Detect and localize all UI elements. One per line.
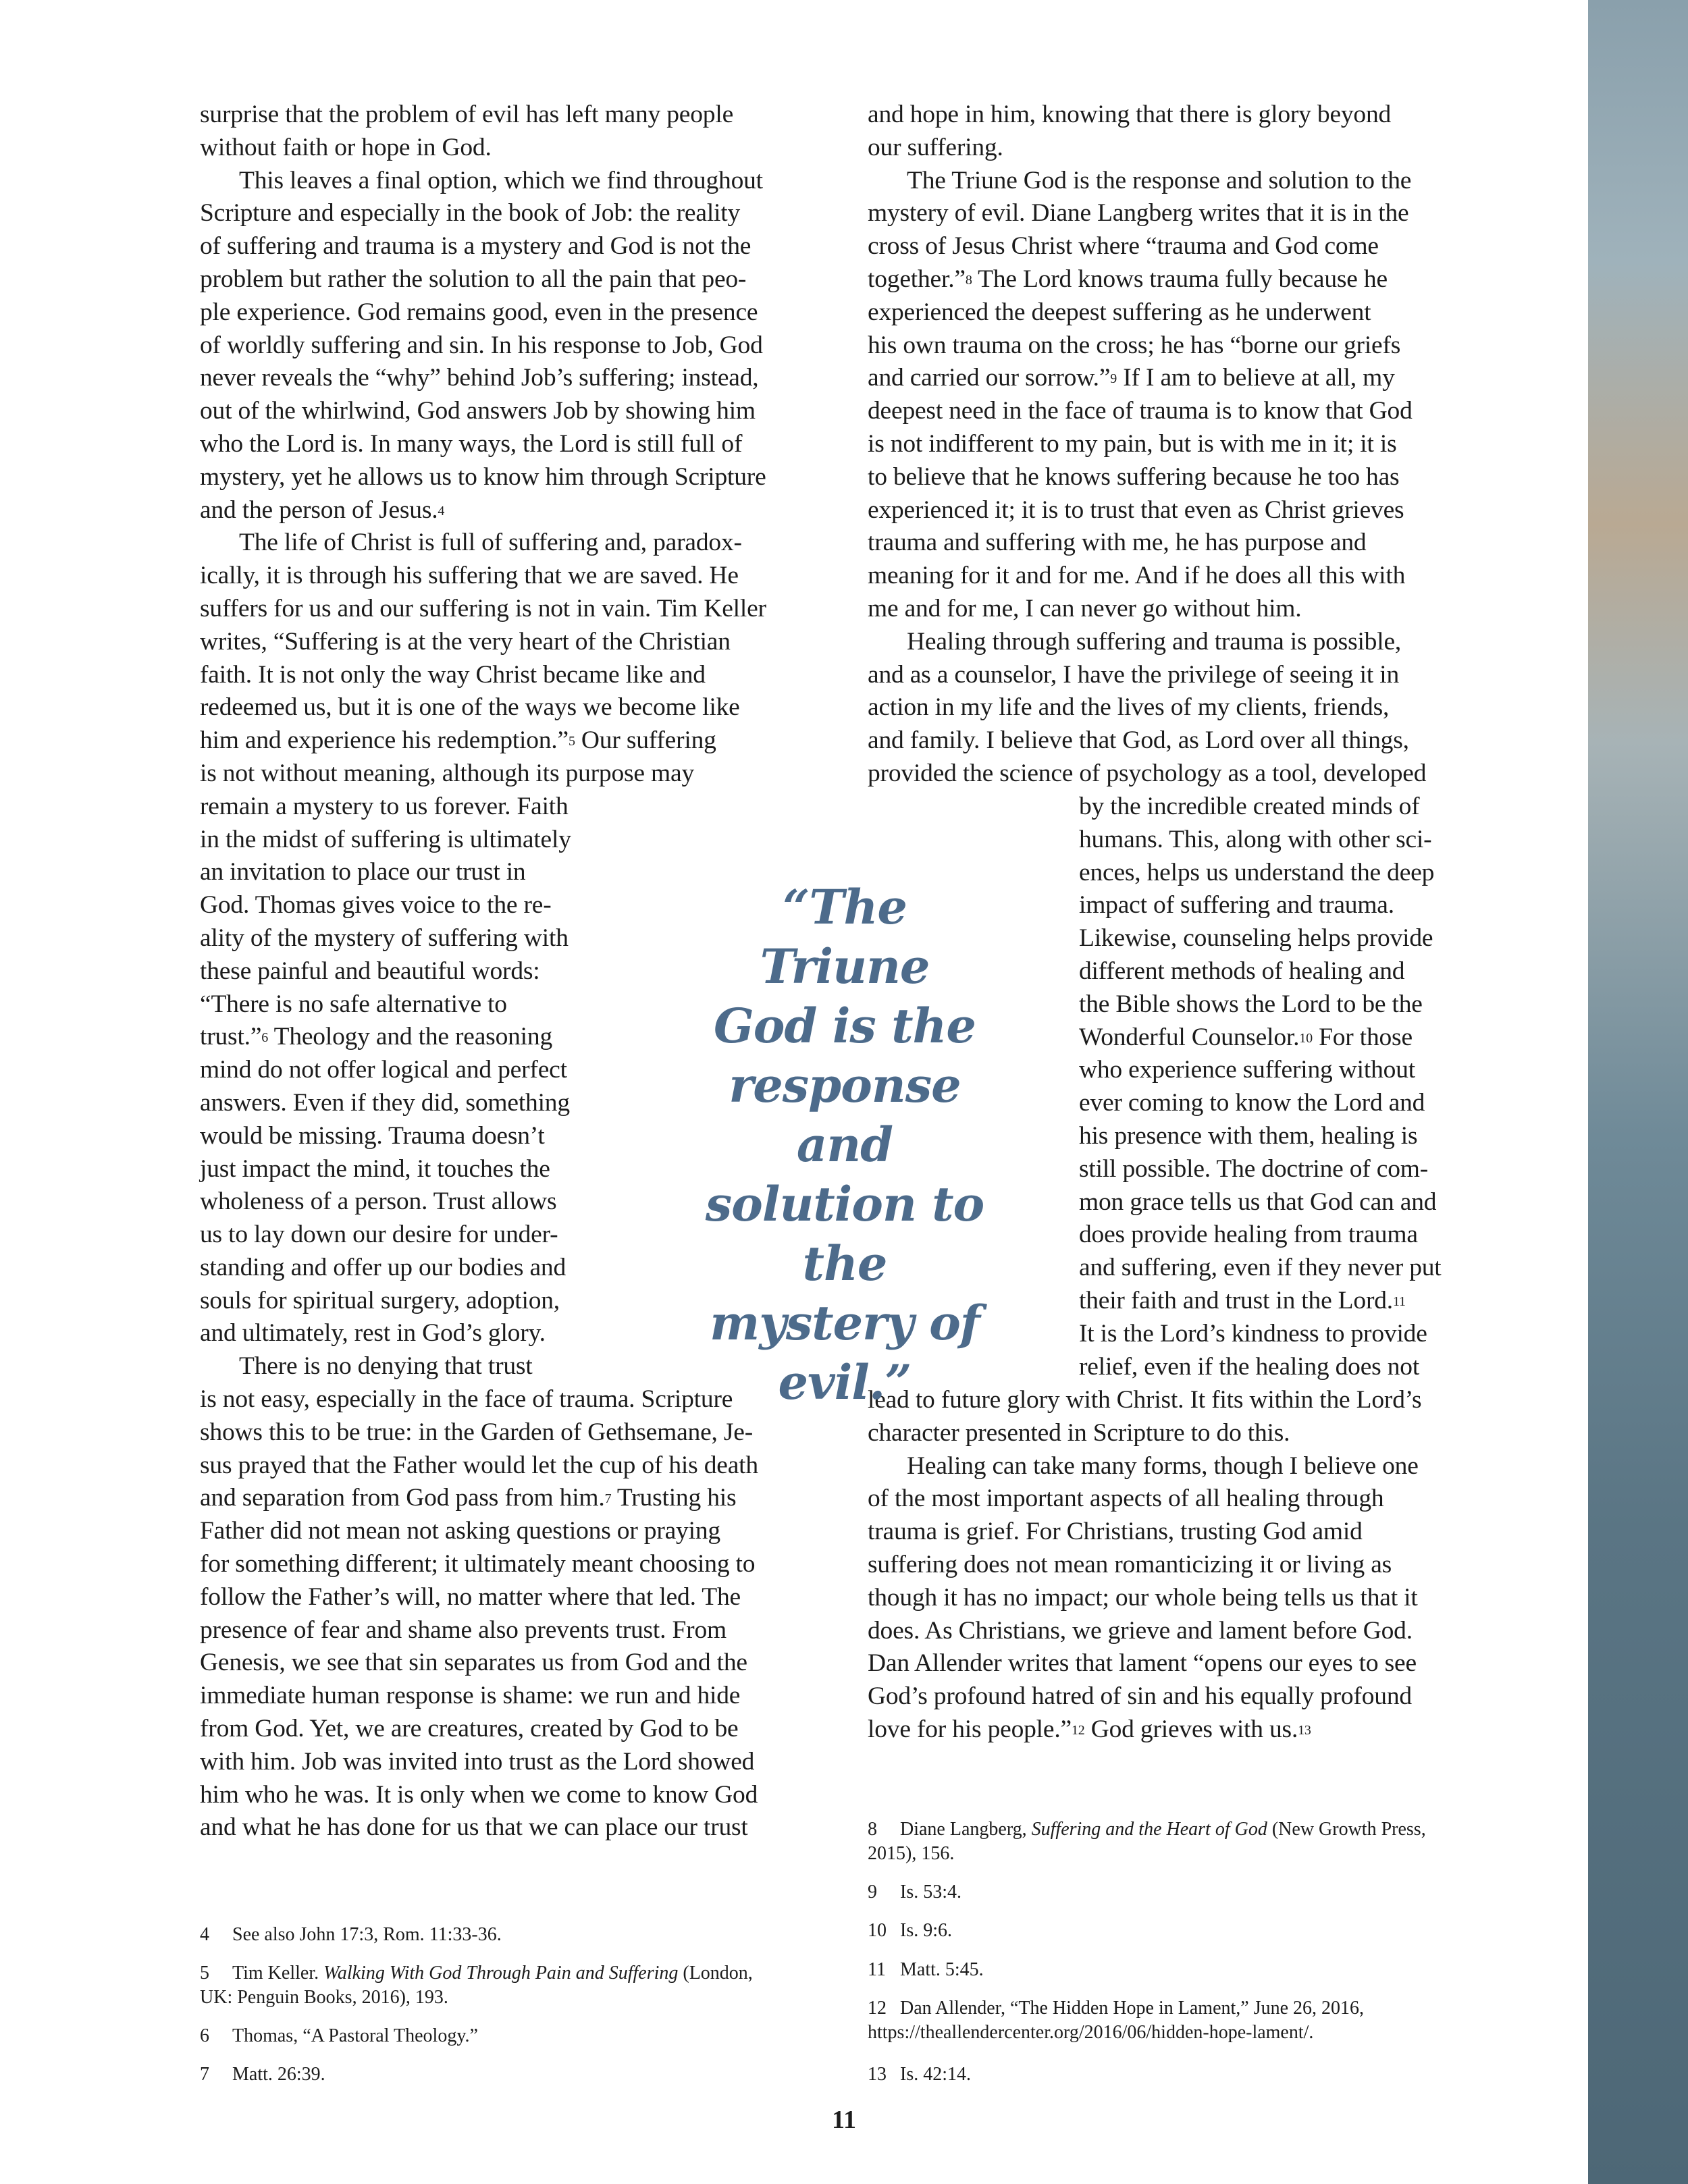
text-line bbox=[200, 1416, 828, 1449]
text-line bbox=[200, 560, 828, 593]
text-line bbox=[868, 757, 1496, 791]
text-line bbox=[1079, 1318, 1498, 1351]
text-line bbox=[1079, 1219, 1498, 1252]
footnote-text: Is. 42:14. bbox=[900, 2064, 971, 2085]
text-line bbox=[200, 1515, 828, 1548]
footnote-number: 8 bbox=[868, 1819, 877, 1840]
body-column-right-top bbox=[868, 99, 1496, 791]
line-text: lead to future glory with Christ. It fits within the Lord’s bbox=[868, 1386, 1422, 1414]
line-text: mystery of evil. Diane Langberg writes that it is in the bbox=[868, 199, 1409, 228]
pull-quote-line: mystery of bbox=[710, 1295, 980, 1351]
text-line bbox=[868, 230, 1496, 263]
footnote bbox=[868, 1880, 961, 1905]
footnote-text: Dan Allender, “The Hidden Hope in Lament,” June 26, 2016, bbox=[900, 1998, 1365, 2019]
footnote-text: Thomas, “A Pastoral Theology.” bbox=[232, 2025, 478, 2046]
text-line bbox=[868, 1615, 1496, 1648]
text-line bbox=[868, 99, 1496, 132]
text-line bbox=[200, 691, 828, 724]
pull-quote-line: God is the bbox=[714, 998, 976, 1054]
line-text: mon grace tells us that God can and bbox=[1079, 1188, 1437, 1216]
line-text: love for his people.” bbox=[868, 1715, 1072, 1743]
line-text: to believe that he knows suffering because he too has bbox=[868, 462, 1400, 491]
footnote-number: 10 bbox=[868, 1920, 887, 1941]
line-text: humans. This, along with other sci- bbox=[1079, 825, 1432, 853]
text-line bbox=[868, 329, 1496, 363]
text-line bbox=[200, 527, 828, 560]
line-text: ically, it is through his suffering that we are saved. He bbox=[200, 562, 739, 590]
line-text: ences, helps us understand the deep bbox=[1079, 858, 1435, 886]
footnote-ref: 11 bbox=[1392, 1294, 1406, 1309]
footnote-text: See also John 17:3, Rom. 11:33-36. bbox=[232, 1924, 502, 1945]
footnote-number: 7 bbox=[200, 2064, 209, 2085]
text-line bbox=[1079, 889, 1498, 922]
text-line bbox=[200, 1779, 828, 1812]
line-text: Healing through suffering and trauma is possible, bbox=[907, 627, 1402, 656]
line-text: There is no denying that trust bbox=[239, 1352, 533, 1381]
line-text: Genesis, we see that sin separates us from God and the bbox=[200, 1649, 747, 1677]
decorative-sky-strip bbox=[1588, 0, 1688, 2184]
line-text: him who he was. It is only when we come to know God bbox=[200, 1780, 758, 1809]
text-line bbox=[200, 791, 828, 824]
text-line bbox=[868, 428, 1496, 461]
footnote bbox=[868, 1919, 952, 1943]
pull-quote-line: evil.” bbox=[778, 1354, 912, 1410]
text-line bbox=[868, 527, 1496, 560]
text-line bbox=[1079, 922, 1498, 955]
line-text: mind do not offer logical and perfect bbox=[200, 1056, 567, 1084]
text-line bbox=[868, 395, 1496, 428]
text-line bbox=[200, 1482, 828, 1515]
text-line bbox=[1079, 857, 1498, 890]
footnote-text: Tim Keller. bbox=[232, 1963, 324, 1983]
footnote-number: 11 bbox=[868, 1959, 886, 1980]
footnote-ref: 5 bbox=[568, 734, 575, 749]
line-text: does. As Christians, we grieve and lament before God. bbox=[868, 1616, 1413, 1645]
line-text: the Bible shows the Lord to be the bbox=[1079, 990, 1423, 1018]
line-text: remain a mystery to us forever. Faith bbox=[200, 792, 569, 820]
line-text: without faith or hope in God. bbox=[200, 133, 492, 161]
line-text: Healing can take many forms, though I believe one bbox=[907, 1451, 1419, 1480]
line-text: impact of suffering and trauma. bbox=[1079, 891, 1394, 920]
text-line bbox=[868, 1647, 1496, 1680]
line-text: never reveals the “why” behind Job’s suffering; instead, bbox=[200, 364, 759, 392]
text-line bbox=[200, 824, 828, 857]
footnote-text: Is. 53:4. bbox=[900, 1882, 961, 1902]
text-line bbox=[1079, 1285, 1498, 1318]
line-text: mystery, yet he allows us to know him through Scripture bbox=[200, 462, 766, 491]
line-text: and suffering, even if they never put bbox=[1079, 1254, 1442, 1282]
text-line bbox=[868, 626, 1496, 659]
line-text: his own trauma on the cross; he has “borne our griefs bbox=[868, 331, 1401, 359]
footnote-number: 4 bbox=[200, 1924, 209, 1945]
line-text: trauma and suffering with me, he has purpose and bbox=[868, 529, 1367, 557]
pull-quote-line: response and bbox=[729, 1057, 961, 1173]
line-text-cont: For those bbox=[1312, 1023, 1413, 1051]
footnote-ref: 6 bbox=[261, 1030, 269, 1046]
text-line bbox=[868, 1680, 1496, 1713]
line-text: cross of Jesus Christ where “trauma and God come bbox=[868, 232, 1379, 261]
text-line bbox=[200, 659, 828, 692]
line-text: ality of the mystery of suffering with bbox=[200, 924, 569, 952]
footnote-text: Matt. 5:45. bbox=[900, 1959, 984, 1980]
line-text-cont: Our suffering bbox=[575, 726, 716, 755]
line-text: and carried our sorrow.” bbox=[868, 364, 1111, 392]
footnote-title: Suffering and the Heart of God bbox=[1031, 1819, 1267, 1840]
line-text: presence of fear and shame also prevents trust. From bbox=[200, 1616, 727, 1644]
line-text: ever coming to know the Lord and bbox=[1079, 1089, 1425, 1117]
text-line bbox=[1079, 1087, 1498, 1120]
line-text: out of the whirlwind, God answers Job by showing him bbox=[200, 397, 756, 425]
text-line bbox=[200, 362, 828, 395]
line-text-cont: Trusting his bbox=[611, 1484, 737, 1512]
text-line bbox=[868, 659, 1496, 692]
footnote bbox=[868, 1996, 1364, 2045]
line-text: would be missing. Trauma doesn’t bbox=[200, 1121, 545, 1150]
text-line bbox=[868, 296, 1496, 329]
text-line bbox=[868, 461, 1496, 494]
text-line bbox=[200, 197, 828, 230]
text-line bbox=[1079, 791, 1498, 824]
line-text: Father did not mean not asking questions or praying bbox=[200, 1517, 720, 1545]
line-text: and what he has done for us that we can place our trust bbox=[200, 1813, 748, 1842]
text-line bbox=[868, 1582, 1496, 1615]
line-text: of the most important aspects of all healing through bbox=[868, 1485, 1384, 1513]
text-line bbox=[200, 1746, 828, 1779]
text-line bbox=[868, 1516, 1496, 1549]
text-line bbox=[200, 1449, 828, 1483]
text-line bbox=[200, 757, 828, 791]
body-column-right-bottom bbox=[868, 1384, 1496, 1747]
text-line bbox=[868, 593, 1496, 626]
line-text: of suffering and trauma is a mystery and God is not the bbox=[200, 232, 751, 261]
line-text: just impact the mind, it touches the bbox=[200, 1154, 550, 1183]
footnote bbox=[200, 1923, 502, 1947]
line-text-cont: The Lord knows trauma fully because he bbox=[972, 265, 1388, 293]
line-text: his presence with them, healing is bbox=[1079, 1121, 1418, 1150]
text-line bbox=[200, 593, 828, 626]
text-line bbox=[200, 1614, 828, 1647]
footnote-text-line2: https://theallendercenter.org/2016/06/hidden-hope-lament/. bbox=[868, 2022, 1314, 2043]
line-text: does provide healing from trauma bbox=[1079, 1221, 1418, 1249]
text-line bbox=[200, 296, 828, 329]
pull-quote-line: Triune bbox=[760, 938, 930, 994]
line-text: character presented in Scripture to do this. bbox=[868, 1418, 1290, 1447]
line-text: and hope in him, knowing that there is glory beyond bbox=[868, 101, 1392, 128]
page-number: 11 bbox=[832, 2106, 856, 2134]
line-text: together.” bbox=[868, 265, 966, 293]
text-line bbox=[200, 494, 828, 527]
line-text: him and experience his redemption.” bbox=[200, 726, 569, 755]
line-text: of worldly suffering and sin. In his response to Job, God bbox=[200, 331, 763, 359]
text-line bbox=[868, 165, 1496, 198]
line-text: relief, even if the healing does not bbox=[1079, 1352, 1420, 1381]
text-line bbox=[200, 626, 828, 659]
line-text: and as a counselor, I have the privilege of seeing it in bbox=[868, 660, 1400, 689]
text-line bbox=[868, 362, 1496, 395]
footnote-ref: 7 bbox=[604, 1491, 612, 1507]
text-line bbox=[868, 263, 1496, 296]
line-text: and the person of Jesus. bbox=[200, 496, 438, 524]
text-line bbox=[1079, 1021, 1498, 1055]
line-text: is not indifferent to my pain, but is with me in it; it is bbox=[868, 429, 1397, 458]
line-text: God. Thomas gives voice to the re- bbox=[200, 891, 552, 920]
text-line bbox=[200, 165, 828, 198]
footnote-ref: 13 bbox=[1298, 1722, 1311, 1738]
footnote bbox=[868, 2062, 971, 2087]
footnote-number: 6 bbox=[200, 2025, 209, 2046]
body-column-right-narrow bbox=[1079, 791, 1498, 1383]
text-line bbox=[868, 1713, 1496, 1747]
line-text: The Triune God is the response and solution to the bbox=[907, 166, 1412, 194]
line-text: Wonderful Counselor. bbox=[1079, 1023, 1300, 1051]
line-text: with him. Job was invited into trust as the Lord showed bbox=[200, 1747, 755, 1776]
text-line bbox=[200, 329, 828, 363]
text-line bbox=[1079, 1351, 1498, 1384]
text-line bbox=[200, 1680, 828, 1713]
line-text: and separation from God pass from him. bbox=[200, 1484, 605, 1512]
text-line bbox=[200, 263, 828, 296]
text-line bbox=[868, 691, 1496, 724]
footnote-text-cont: (New Growth Press, bbox=[1267, 1819, 1426, 1840]
text-line bbox=[200, 1581, 828, 1614]
line-text: surprise that the problem of evil has left many people bbox=[200, 101, 734, 128]
line-text: suffering does not mean romanticizing it or living as bbox=[868, 1550, 1392, 1578]
line-text: It is the Lord’s kindness to provide bbox=[1079, 1319, 1427, 1348]
line-text: “There is no safe alternative to bbox=[200, 990, 507, 1018]
line-text: our suffering. bbox=[868, 133, 1003, 161]
text-line bbox=[1079, 824, 1498, 857]
text-line bbox=[200, 1548, 828, 1581]
text-line bbox=[200, 99, 828, 132]
footnote bbox=[200, 2062, 325, 2087]
footnote bbox=[200, 2024, 478, 2048]
text-line bbox=[1079, 1120, 1498, 1153]
footnote-number: 13 bbox=[868, 2064, 887, 2085]
text-line bbox=[1079, 1054, 1498, 1087]
text-line bbox=[200, 724, 828, 757]
footnote-text: Matt. 26:39. bbox=[232, 2064, 325, 2085]
text-line bbox=[868, 724, 1496, 757]
line-text: redeemed us, but it is one of the ways we become like bbox=[200, 693, 740, 722]
footnote bbox=[868, 1958, 984, 1982]
line-text: standing and offer up our bodies and bbox=[200, 1253, 566, 1281]
line-text: wholeness of a person. Trust allows bbox=[200, 1188, 557, 1216]
text-line bbox=[200, 1811, 828, 1844]
text-line bbox=[868, 494, 1496, 527]
line-text: trust.” bbox=[200, 1023, 262, 1051]
text-line bbox=[200, 230, 828, 263]
footnote-ref: 8 bbox=[965, 272, 972, 288]
line-text: Likewise, counseling helps provide bbox=[1079, 924, 1433, 953]
line-text: though it has no impact; our whole being tells us that it bbox=[868, 1583, 1418, 1612]
line-text: God’s profound hatred of sin and his equally profound bbox=[868, 1682, 1412, 1711]
line-text: their faith and trust in the Lord. bbox=[1079, 1286, 1393, 1314]
footnote bbox=[868, 1817, 1426, 1866]
line-text: immediate human response is shame: we run and hide bbox=[200, 1682, 741, 1710]
line-text-cont: God grieves with us. bbox=[1084, 1715, 1298, 1743]
text-line bbox=[868, 1450, 1496, 1483]
text-line bbox=[868, 1549, 1496, 1582]
pull-quote-line: “The bbox=[783, 879, 907, 935]
line-text: deepest need in the face of trauma is to know that God bbox=[868, 397, 1413, 425]
text-line bbox=[200, 1647, 828, 1680]
footnote-text-line2: UK: Penguin Books, 2016), 193. bbox=[200, 1987, 448, 2008]
text-line bbox=[200, 428, 828, 461]
line-text: This leaves a final option, which we find throughout bbox=[239, 166, 763, 194]
text-line bbox=[1079, 955, 1498, 988]
footnote-text-cont: (London, bbox=[678, 1963, 753, 1983]
line-text: suffers for us and our suffering is not in vain. Tim Keller bbox=[200, 594, 766, 622]
text-line bbox=[1079, 1186, 1498, 1219]
line-text: who the Lord is. In many ways, the Lord is still full of bbox=[200, 429, 743, 458]
line-text: trauma is grief. For Christians, trusting God amid bbox=[868, 1518, 1363, 1546]
line-text: from God. Yet, we are creatures, created by God to be bbox=[200, 1715, 739, 1743]
line-text: and ultimately, rest in God’s glory. bbox=[200, 1319, 546, 1348]
text-line bbox=[868, 560, 1496, 593]
line-text: meaning for it and for me. And if he does all this with bbox=[868, 562, 1406, 590]
line-text: answers. Even if they did, something bbox=[200, 1088, 570, 1117]
footnote-ref: 4 bbox=[438, 503, 445, 518]
footnote-text: Is. 9:6. bbox=[900, 1920, 952, 1941]
footnote-title: Walking With God Through Pain and Suffering bbox=[323, 1963, 679, 1983]
text-line bbox=[200, 132, 828, 165]
line-text: these painful and beautiful words: bbox=[200, 957, 540, 985]
line-text: different methods of healing and bbox=[1079, 957, 1405, 985]
text-line bbox=[1079, 1252, 1498, 1285]
line-text: in the midst of suffering is ultimately bbox=[200, 825, 571, 853]
pull-quote-line: solution to the bbox=[705, 1176, 984, 1291]
line-text: Scripture and especially in the book of Job: the reality bbox=[200, 199, 741, 228]
line-text: still possible. The doctrine of com- bbox=[1079, 1154, 1429, 1183]
line-text: me and for me, I can never go without him. bbox=[868, 594, 1302, 622]
text-line bbox=[200, 395, 828, 428]
line-text: ple experience. God remains good, even in the presence bbox=[200, 298, 758, 326]
line-text: an invitation to place our trust in bbox=[200, 858, 526, 886]
line-text-cont: If I am to believe at all, my bbox=[1117, 364, 1395, 392]
line-text: is not easy, especially in the face of trauma. Scripture bbox=[200, 1385, 733, 1414]
line-text: writes, “Suffering is at the very heart of the Christian bbox=[200, 627, 731, 656]
line-text: sus prayed that the Father would let the cup of his death bbox=[200, 1451, 758, 1479]
pull-quote bbox=[674, 878, 1016, 1412]
line-text: faith. It is not only the way Christ became like and bbox=[200, 660, 706, 689]
line-text: us to lay down our desire for under- bbox=[200, 1221, 558, 1249]
text-line bbox=[1079, 1153, 1498, 1186]
line-text: experienced it; it is to trust that even as Christ grieves bbox=[868, 496, 1404, 524]
footnote bbox=[200, 1961, 753, 2010]
line-text: problem but rather the solution to all the pain that peo- bbox=[200, 265, 747, 293]
footnote-ref: 10 bbox=[1299, 1030, 1313, 1046]
footnote-number: 5 bbox=[200, 1963, 209, 1983]
line-text: by the incredible created minds of bbox=[1079, 793, 1420, 820]
footnote-number: 12 bbox=[868, 1998, 887, 2019]
text-line bbox=[200, 461, 828, 494]
text-line bbox=[1079, 988, 1498, 1021]
line-text: is not without meaning, although its purpose may bbox=[200, 759, 694, 787]
footnote-number: 9 bbox=[868, 1882, 877, 1902]
line-text: experienced the deepest suffering as he underwent bbox=[868, 298, 1371, 326]
line-text: The life of Christ is full of suffering and, paradox- bbox=[239, 529, 742, 557]
footnote-ref: 12 bbox=[1071, 1722, 1085, 1738]
footnote-ref: 9 bbox=[1110, 371, 1117, 387]
line-text: Dan Allender writes that lament “opens our eyes to see bbox=[868, 1649, 1417, 1678]
line-text: shows this to be true: in the Garden of Gethsemane, Je- bbox=[200, 1418, 753, 1446]
line-text-cont: Theology and the reasoning bbox=[268, 1023, 552, 1051]
text-line bbox=[868, 1483, 1496, 1516]
line-text: follow the Father’s will, no matter where that led. The bbox=[200, 1582, 741, 1611]
text-line bbox=[868, 197, 1496, 230]
footnote-text: Diane Langberg, bbox=[900, 1819, 1032, 1840]
footnote-text-line2: 2015), 156. bbox=[868, 1843, 955, 1864]
line-text: souls for spiritual surgery, adoption, bbox=[200, 1286, 560, 1314]
line-text: for something different; it ultimately meant choosing to bbox=[200, 1550, 756, 1578]
text-line bbox=[868, 1417, 1496, 1450]
line-text: who experience suffering without bbox=[1079, 1056, 1415, 1084]
line-text: action in my life and the lives of my clients, friends, bbox=[868, 693, 1390, 722]
line-text: and family. I believe that God, as Lord over all things, bbox=[868, 726, 1409, 755]
text-line bbox=[200, 1713, 828, 1746]
text-line bbox=[868, 132, 1496, 165]
line-text: provided the science of psychology as a tool, developed bbox=[868, 759, 1427, 787]
